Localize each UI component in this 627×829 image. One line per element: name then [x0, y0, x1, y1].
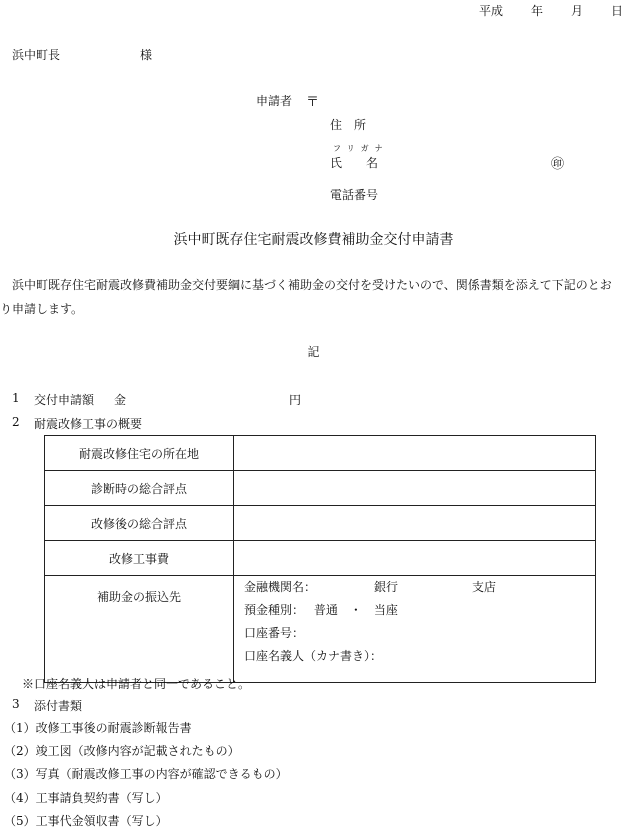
attachment-item: （2）竣工図（改修内容が記載されたもの） — [4, 744, 240, 758]
body-line: 浜中町既存住宅耐震改修費補助金交付要綱に基づく補助金の交付を受けたいので、関係書類を添えて下記のとお — [0, 278, 612, 292]
date-year: 年 — [530, 4, 543, 18]
row-label-post-retrofit-score: 改修後の総合評点 — [45, 506, 234, 541]
attachment-item: （4）工事請負契約書（写し） — [4, 791, 168, 805]
item1-number: 1 — [12, 391, 20, 405]
item2-label: 耐震改修工事の概要 — [34, 417, 143, 431]
row-label-location: 耐震改修住宅の所在地 — [45, 436, 234, 471]
table-row — [45, 506, 596, 541]
account-number-label: 口座番号： — [244, 626, 305, 640]
addressee-honorific: 様 — [140, 48, 153, 62]
account-holder-label: 口座名義人（カナ書き）： — [244, 649, 383, 663]
furigana-label: フリガナ — [333, 144, 389, 153]
institution-line[interactable] — [234, 576, 595, 599]
row-value-post-retrofit-score[interactable] — [234, 506, 596, 541]
table-row — [45, 436, 596, 471]
date-line — [479, 2, 623, 19]
body-paragraph — [0, 273, 627, 321]
table-row — [45, 576, 596, 683]
postal-mark: 〒 — [306, 95, 320, 110]
item2-number: 2 — [12, 415, 20, 429]
date-era: 平成 — [478, 4, 503, 18]
bank-details-cell — [234, 576, 596, 683]
attachment-item: （5）工事代金領収書（写し） — [4, 814, 168, 828]
date-month: 月 — [570, 4, 583, 18]
row-label-construction-cost: 改修工事費 — [45, 541, 234, 576]
seal-mark: ㊞ — [551, 157, 565, 172]
deposit-type-label: 預金種別： — [244, 603, 305, 617]
item1-label: 交付申請額 — [34, 393, 95, 407]
ki-heading: 記 — [307, 345, 320, 359]
date-day: 日 — [610, 4, 623, 18]
row-value-diagnosis-score[interactable] — [234, 471, 596, 506]
addressee-name: 浜中町長 — [12, 48, 61, 62]
account-number-line[interactable] — [234, 622, 595, 645]
overview-table — [44, 435, 596, 683]
branch-suffix: 支店 — [472, 580, 497, 594]
account-holder-line[interactable] — [234, 645, 595, 668]
deposit-type-line[interactable] — [234, 599, 595, 622]
item1-prefix: 金 — [114, 393, 127, 407]
applicant-label: 申請者 — [256, 94, 293, 108]
item1-unit: 円 — [289, 393, 302, 407]
row-value-location[interactable] — [234, 436, 596, 471]
attachment-item: （3）写真（耐震改修工事の内容が確認できるもの） — [4, 767, 288, 781]
row-value-construction-cost[interactable] — [234, 541, 596, 576]
bank-suffix: 銀行 — [374, 580, 399, 594]
deposit-type-options: 普通 ・ 当座 — [313, 603, 398, 617]
item3-label: 添付書類 — [34, 699, 83, 713]
address-label: 住 所 — [330, 118, 367, 132]
table-row — [45, 471, 596, 506]
account-holder-note: ※口座名義人は申請者と同一であること。 — [22, 677, 251, 691]
document-title: 浜中町既存住宅耐震改修費補助金交付申請書 — [173, 232, 454, 248]
name-label: 氏 名 — [330, 156, 379, 170]
row-label-diagnosis-score: 診断時の総合評点 — [45, 471, 234, 506]
attachment-item: （1）改修工事後の耐震診断報告書 — [4, 721, 192, 735]
row-label-bank-transfer: 補助金の振込先 — [45, 576, 234, 683]
phone-label: 電話番号 — [330, 188, 379, 202]
institution-label: 金融機関名： — [244, 580, 317, 594]
table-row — [45, 541, 596, 576]
body-line: り申請します。 — [0, 302, 84, 316]
item3-number: 3 — [12, 697, 20, 711]
